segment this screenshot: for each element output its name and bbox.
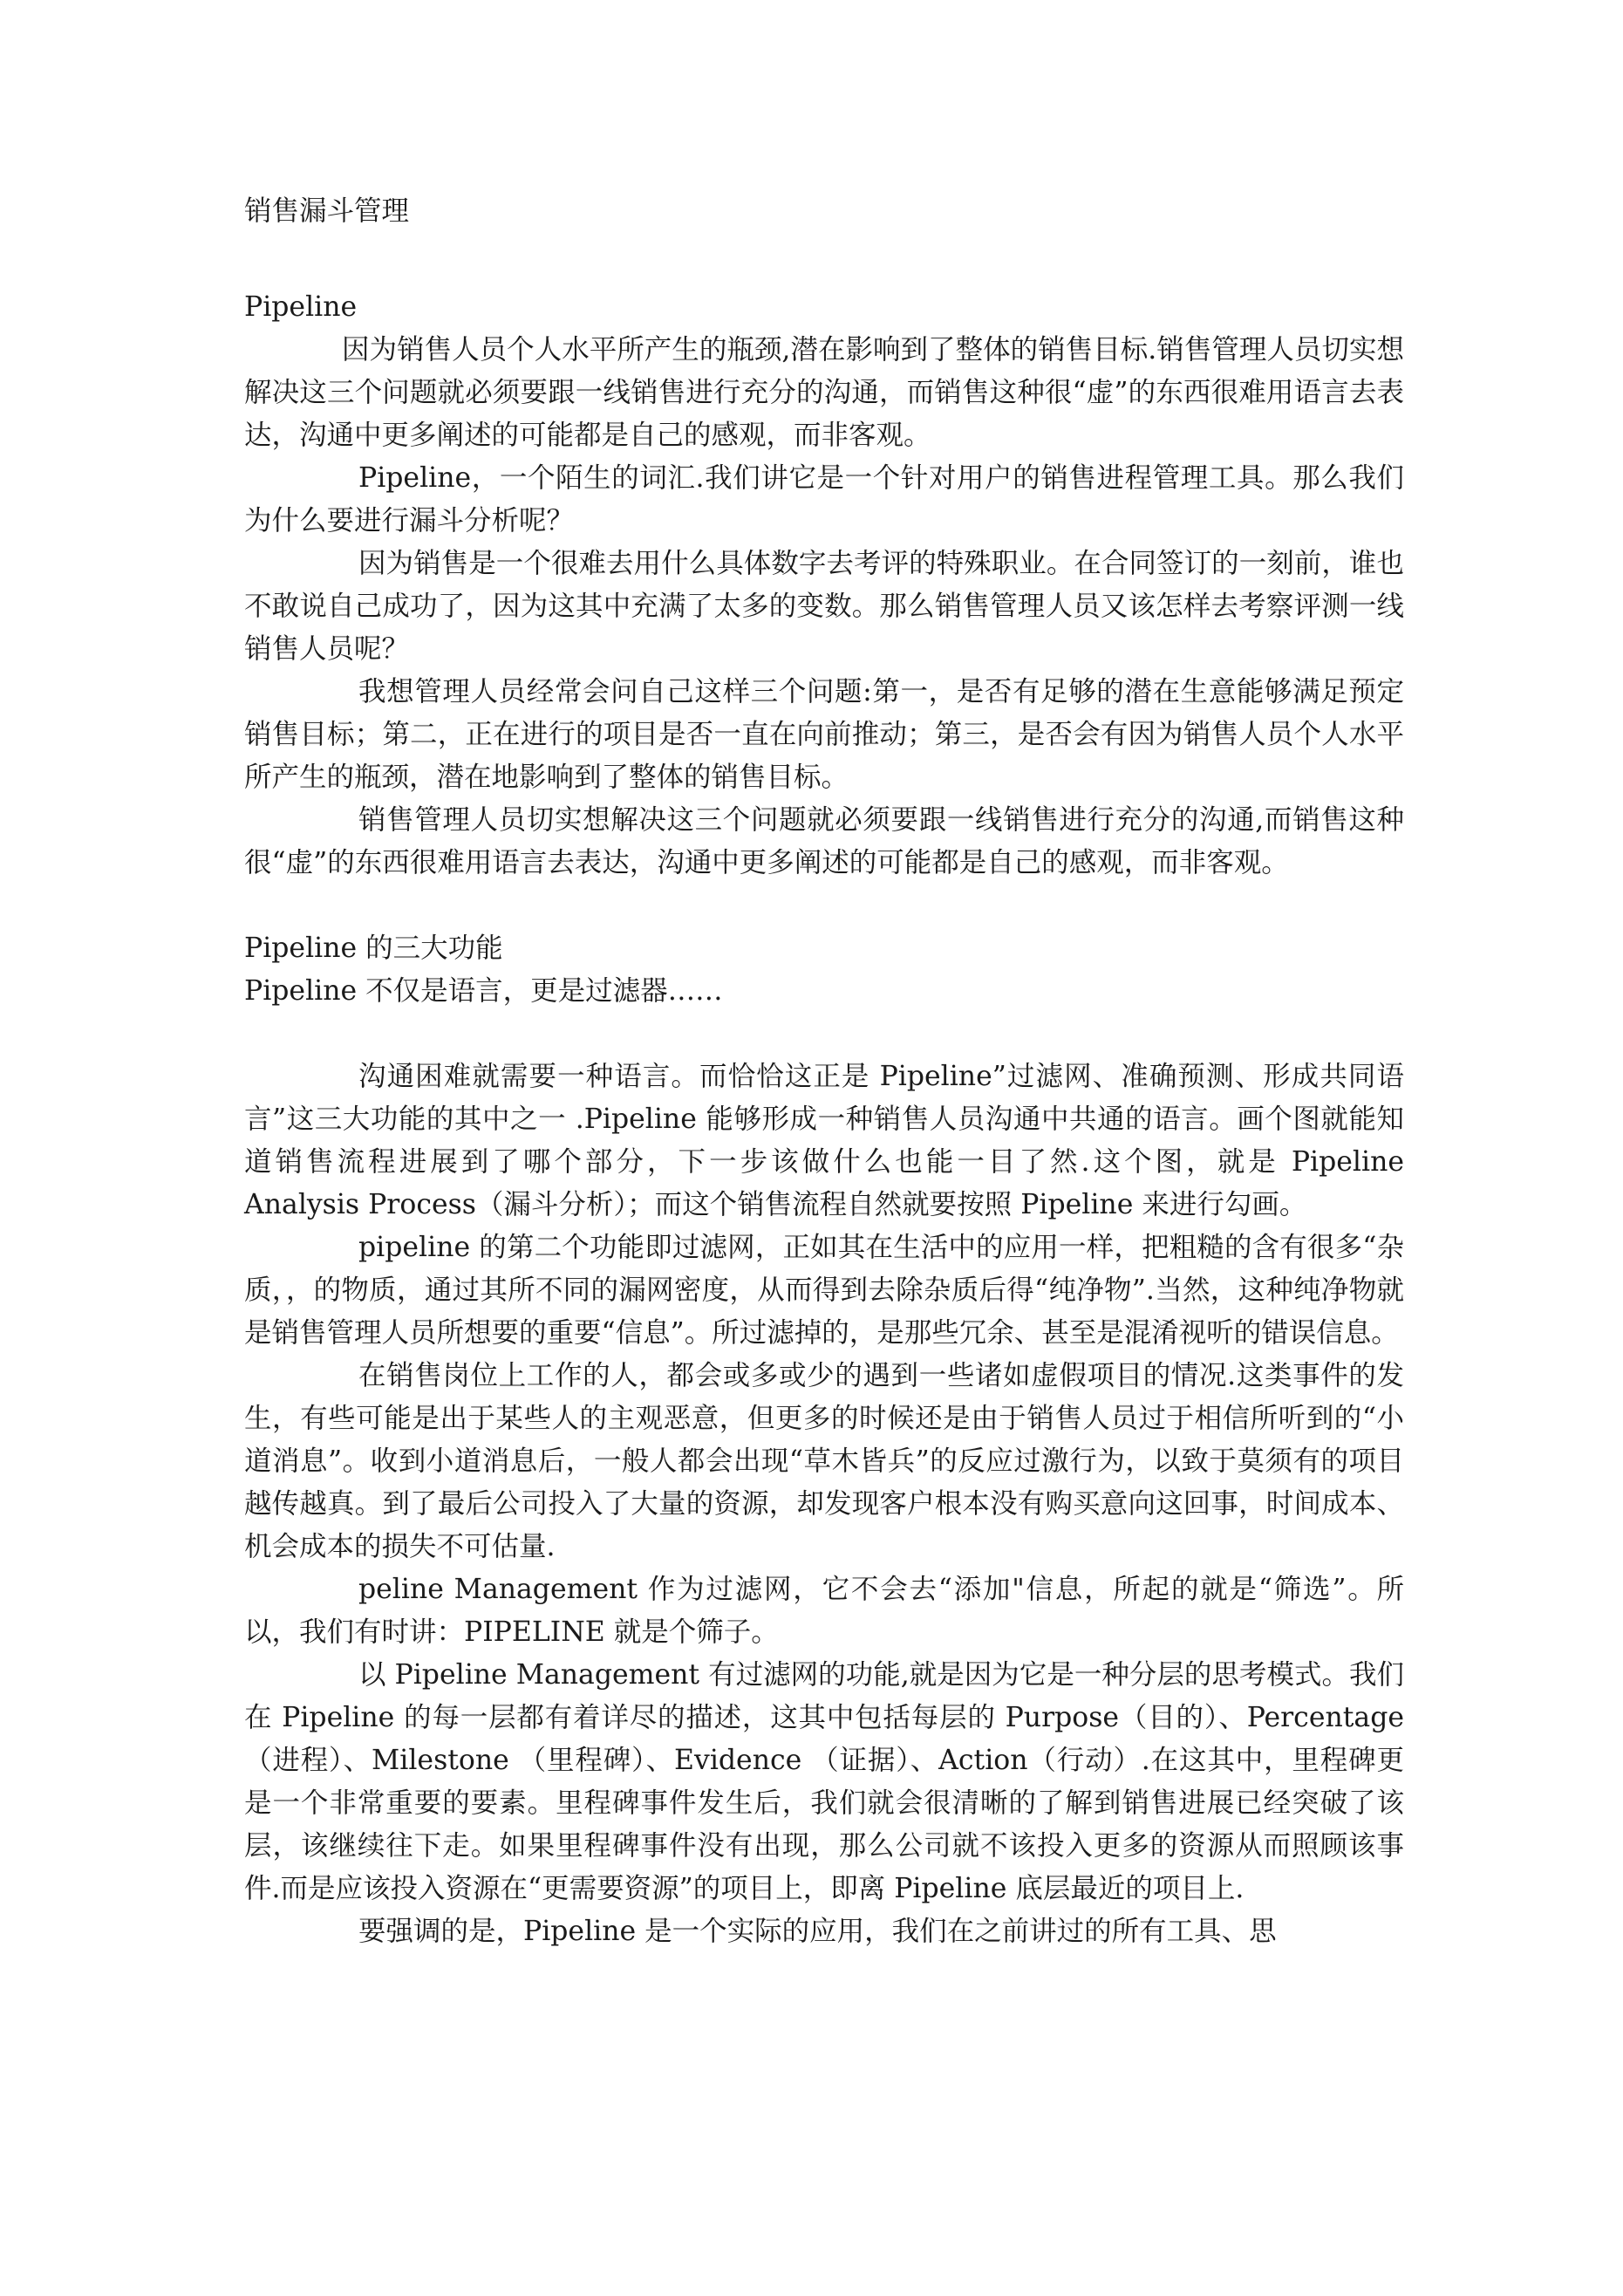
paragraph: 因为销售是一个很难去用什么具体数字去考评的特殊职业。在合同签订的一刻前，谁也不敢说自己成功了，因为这其中充满了太多的变数。那么销售管理人员又该怎样去考察评测一线销售人员呢？	[244, 548, 1404, 665]
paragraph: 因为销售人员个人水平所产生的瓶颈,潜在影响到了整体的销售目标.销售管理人员切实想解决这三个问题就必须要跟一线销售进行充分的沟通，而销售这种很“虚”的东西很难用语言去表达，沟通中更多阐述的可能都是自己的感观，而非客观。	[244, 334, 1404, 451]
spacer	[244, 885, 1404, 927]
document-title: 销售漏斗管理	[244, 195, 410, 227]
document-page	[244, 190, 1404, 1953]
paragraph: 要强调的是，Pipeline 是一个实际的应用，我们在之前讲过的所有工具、思	[358, 1916, 1277, 1947]
paragraph: peline Management 作为过滤网，它不会去“添加"信息，所起的就是“筛选”。所以，我们有时讲：PIPELINE 就是个筛子。	[244, 1574, 1404, 1648]
paragraph: 我想管理人员经常会问自己这样三个问题:第一，是否有足够的潜在生意能够满足预定销售目标；第二，正在进行的项目是否一直在向前推动；第三，是否会有因为销售人员个人水平所产生的瓶颈，潜在地影响到了整体的销售目标。	[244, 676, 1404, 793]
paragraph: 沟通困难就需要一种语言。而恰恰这正是 Pipeline”过滤网、准确预测、形成共同语言”这三大功能的其中之一 .Pipeline 能够形成一种销售人员沟通中共通的语言。画个图就能知道销售流程进展到了哪个部分，下一步该做什么也能一目了然.这个图，就是 Pipeline Analysis Process（漏斗分析）；而这个销售流程自然就要按照 Pipeline 来进行勾画。	[244, 1061, 1404, 1220]
section-heading-three-functions: Pipeline 的三大功能	[244, 933, 503, 964]
paragraph: 在销售岗位上工作的人，都会或多或少的遇到一些诸如虚假项目的情况.这类事件的发生，有些可能是出于某些人的主观恶意，但更多的时候还是由于销售人员过于相信所听到的“小道消息”。收到小道消息后，一般人都会出现“草木皆兵”的反应过激行为，以致于莫须有的项目越传越真。到了最后公司投入了大量的资源，却发现客户根本没有购买意向这回事，时间成本、机会成本的损失不可估量.	[244, 1360, 1404, 1562]
paragraph: pipeline 的第二个功能即过滤网，正如其在生活中的应用一样，把粗糙的含有很多“杂质，，的物质，通过其所不同的漏网密度，从而得到去除杂质后得“纯净物”.当然，这种纯净物就是销售管理人员所想要的重要“信息”。所过滤掉的，是那些冗余、甚至是混淆视听的错误信息。	[244, 1232, 1404, 1349]
paragraph: Pipeline，一个陌生的词汇.我们讲它是一个针对用户的销售进程管理工具。那么我们为什么要进行漏斗分析呢？	[244, 462, 1404, 536]
section-subheading: Pipeline 不仅是语言，更是过滤器……	[244, 975, 723, 1007]
paragraph: 销售管理人员切实想解决这三个问题就必须要跟一线销售进行充分的沟通,而销售这种很“虚”的东西很难用语言去表达，沟通中更多阐述的可能都是自己的感观，而非客观。	[244, 804, 1404, 878]
paragraph: 以 Pipeline Management 有过滤网的功能,就是因为它是一种分层的思考模式。我们在 Pipeline 的每一层都有着详尽的描述，这其中包括每层的 Purpose（目的）、Percentage（进程）、Milestone （里程碑）、Evidence （证据）、Action（行动）.在这其中，里程碑更是一个非常重要的要素。里程碑事件发生后，我们就会很清晰的了解到销售进展已经突破了该层，该继续往下走。如果里程碑事件没有出现，那么公司就不该投入更多的资源从而照顾该事件.而是应该投入资源在“更需要资源”的项目上，即离 Pipeline 底层最近的项目上.	[244, 1659, 1404, 1904]
spacer	[244, 233, 1404, 286]
spacer	[244, 1013, 1404, 1056]
section-heading-pipeline: Pipeline	[244, 291, 358, 323]
